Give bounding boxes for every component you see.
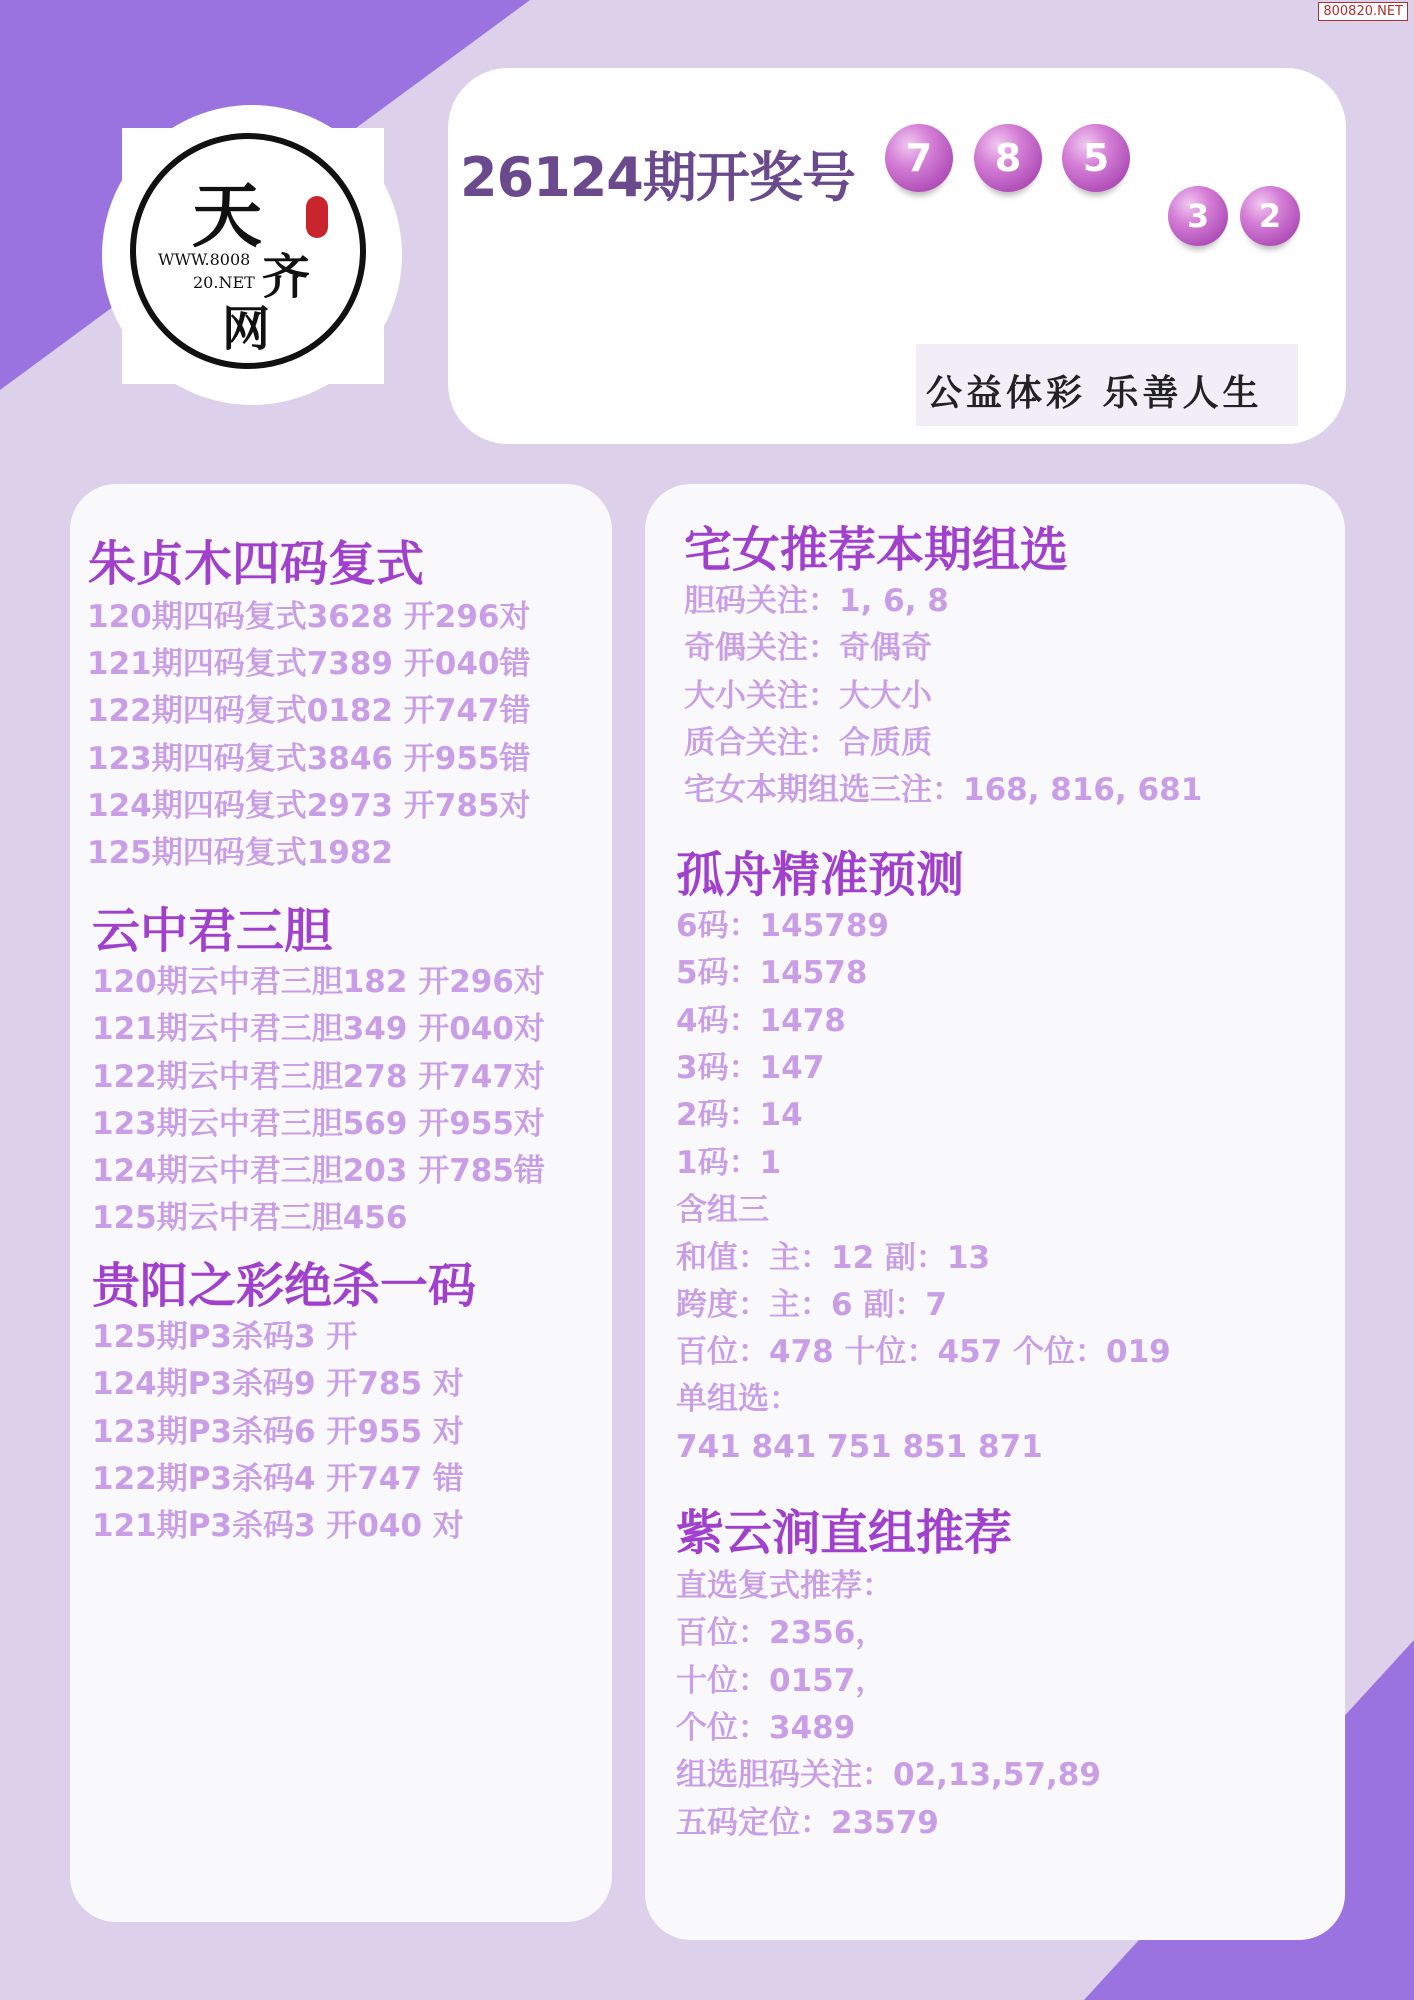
list-item: 121期P3杀码3 开040 对 — [92, 1508, 464, 1544]
list-item: 741 841 751 851 871 — [676, 1429, 1043, 1465]
list-item: 122期云中君三胆278 开747对 — [92, 1059, 545, 1095]
list-item: 单组选： — [676, 1381, 800, 1417]
list-item: 大小关注：大大小 — [684, 678, 932, 714]
logo-char-qi: 齐 — [262, 249, 311, 305]
list-item: 五码定位：23579 — [676, 1805, 939, 1841]
list-item: 胆码关注：1, 6, 8 — [684, 583, 949, 619]
list-item: 个位：3489 — [676, 1710, 856, 1746]
section-title: 朱贞木四码复式 — [88, 536, 425, 592]
seal-icon — [306, 196, 328, 238]
result-ball: 2 — [1240, 186, 1300, 246]
list-item: 120期云中君三胆182 开296对 — [92, 964, 545, 1000]
list-item: 124期云中君三胆203 开785错 — [92, 1153, 545, 1189]
list-item: 宅女本期组选三注：168, 816, 681 — [684, 772, 1203, 808]
list-item: 百位：2356， — [676, 1615, 887, 1651]
list-item: 4码：1478 — [676, 1003, 846, 1039]
list-item: 含组三 — [676, 1192, 769, 1228]
site-watermark: 800820.NET — [1318, 2, 1408, 21]
list-item: 1码：1 — [676, 1145, 782, 1181]
list-item: 质合关注：合质质 — [684, 725, 932, 761]
list-item: 奇偶关注：奇偶奇 — [684, 630, 932, 666]
result-ball: 5 — [1062, 124, 1130, 192]
result-ball: 8 — [974, 124, 1042, 192]
list-item: 跨度：主：6 副：7 — [676, 1287, 947, 1323]
list-item: 124期四码复式2973 开785对 — [87, 788, 531, 824]
logo-char-wang: 网 — [222, 301, 271, 357]
list-item: 121期四码复式7389 开040错 — [87, 646, 531, 682]
section-title: 云中君三胆 — [92, 903, 333, 959]
list-item: 3码：147 — [676, 1050, 825, 1086]
slogan: 公益体彩 乐善人生 — [926, 372, 1263, 414]
list-item: 组选胆码关注：02,13,57,89 — [676, 1757, 1101, 1793]
list-item: 122期P3杀码4 开747 错 — [92, 1461, 464, 1497]
logo-char-tian: 天 — [192, 174, 262, 257]
section-title: 贵阳之彩绝杀一码 — [92, 1258, 477, 1314]
list-item: 121期云中君三胆349 开040对 — [92, 1011, 545, 1047]
list-item: 125期四码复式1982 — [87, 835, 393, 871]
result-ball: 7 — [885, 124, 953, 192]
section-title: 宅女推荐本期组选 — [684, 522, 1069, 578]
list-item: 122期四码复式0182 开747错 — [87, 693, 531, 729]
list-item: 125期P3杀码3 开 — [92, 1319, 358, 1355]
list-item: 和值：主：12 副：13 — [676, 1240, 991, 1276]
list-item: 123期P3杀码6 开955 对 — [92, 1414, 464, 1450]
list-item: 5码：14578 — [676, 955, 868, 991]
list-item: 6码：145789 — [676, 908, 889, 944]
logo-url-line2: 20.NET — [193, 273, 255, 292]
list-item: 125期云中君三胆456 — [92, 1200, 408, 1236]
logo-url-line1: WWW.8008 — [158, 250, 251, 269]
list-item: 十位：0157， — [676, 1663, 887, 1699]
list-item: 百位：478 十位：457 个位：019 — [676, 1334, 1171, 1370]
list-item: 123期云中君三胆569 开955对 — [92, 1106, 545, 1142]
list-item: 123期四码复式3846 开955错 — [87, 741, 531, 777]
list-item: 124期P3杀码9 开785 对 — [92, 1366, 464, 1402]
section-title: 孤舟精准预测 — [676, 847, 965, 903]
section-title: 紫云涧直组推荐 — [676, 1505, 1013, 1561]
list-item: 2码：14 — [676, 1097, 803, 1133]
list-item: 120期四码复式3628 开296对 — [87, 599, 531, 635]
issue-title: 26124期开奖号 — [460, 146, 855, 209]
result-ball: 3 — [1168, 186, 1228, 246]
list-item: 直选复式推荐： — [676, 1568, 893, 1604]
